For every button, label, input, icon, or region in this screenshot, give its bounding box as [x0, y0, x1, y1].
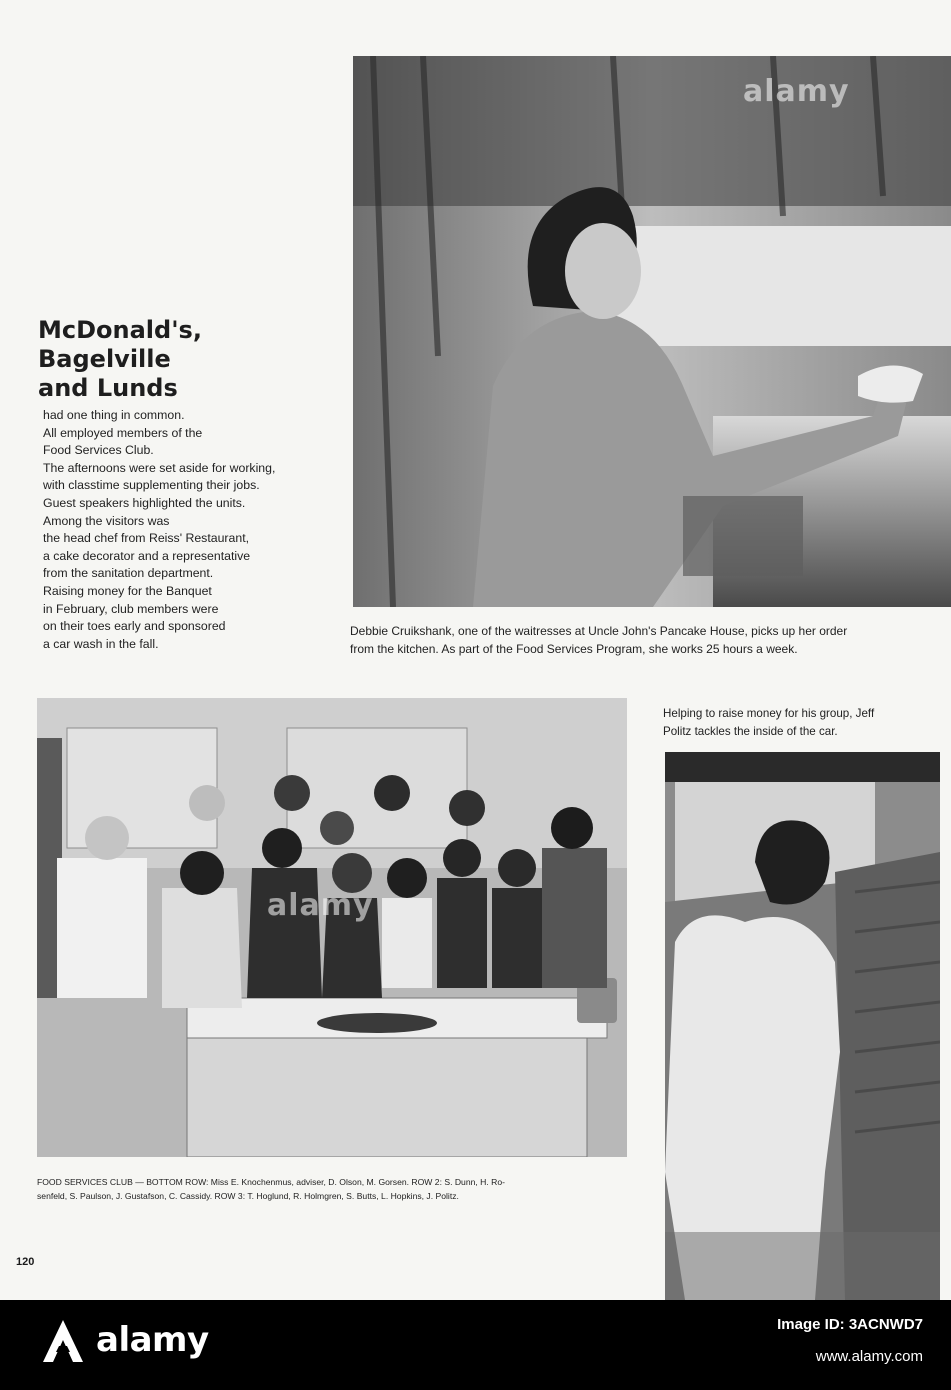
photo-car-wash [665, 752, 940, 1300]
watermark-text: alamy [743, 74, 850, 109]
caption-club [37, 1175, 505, 1203]
image-id: Image ID: 3ACNWD7 [777, 1316, 923, 1333]
caption-line: senfeld, S. Paulson, J. Gustafson, C. Cassidy. ROW 3: T. Hoglund, R. Holmgren, S. Butts, L. Hopkins, J. Politz. [37, 1191, 459, 1201]
body-line: the head chef from Reiss' Restaurant, [43, 531, 250, 546]
body-copy [43, 407, 343, 653]
body-line: with classtime supplementing their jobs. [43, 478, 260, 493]
headline [38, 316, 338, 403]
photo-waitress [353, 56, 951, 607]
body-line: on their toes early and sponsored [43, 619, 226, 634]
body-line: Guest speakers highlighted the units. [43, 495, 246, 510]
alamy-brand: alamy [96, 1320, 209, 1360]
alamy-url: www.alamy.com [815, 1348, 923, 1365]
caption-car [663, 705, 874, 741]
stock-footer-bar [0, 1300, 951, 1390]
caption-line: from the kitchen. As part of the Food Services Program, she works 25 hours a week. [350, 642, 798, 656]
headline-line: McDonald's, [38, 316, 202, 344]
body-line: The afternoons were set aside for working, [43, 460, 276, 475]
body-line: in February, club members were [43, 601, 219, 616]
body-line: Food Services Club. [43, 443, 154, 458]
caption-line: Helping to raise money for his group, Jeff [663, 707, 875, 720]
body-line: a car wash in the fall. [43, 636, 159, 651]
watermark-text: alamy [267, 888, 374, 923]
body-line: from the sanitation department. [43, 566, 214, 581]
photo-club-group [37, 698, 627, 1157]
headline-line: Bagelville [38, 345, 171, 373]
caption-line: Debbie Cruikshank, one of the waitresses at Uncle John's Pancake House, picks up her order [350, 624, 848, 638]
body-line: All employed members of the [43, 425, 203, 440]
body-line: Among the visitors was [43, 513, 170, 528]
page-number: 120 [16, 1256, 35, 1268]
caption-waitress [350, 622, 847, 658]
caption-line: FOOD SERVICES CLUB — BOTTOM ROW: Miss E. Knochenmus, adviser, D. Olson, M. Gorsen. ROW 2: S. Dunn, H. Ro- [37, 1177, 506, 1187]
caption-line: Politz tackles the inside of the car. [663, 725, 838, 738]
body-line: had one thing in common. [43, 408, 185, 422]
alamy-logo-icon [38, 1316, 88, 1366]
body-line: a cake decorator and a representative [43, 548, 251, 563]
headline-line: and Lunds [38, 374, 178, 402]
body-line: Raising money for the Banquet [43, 583, 212, 598]
